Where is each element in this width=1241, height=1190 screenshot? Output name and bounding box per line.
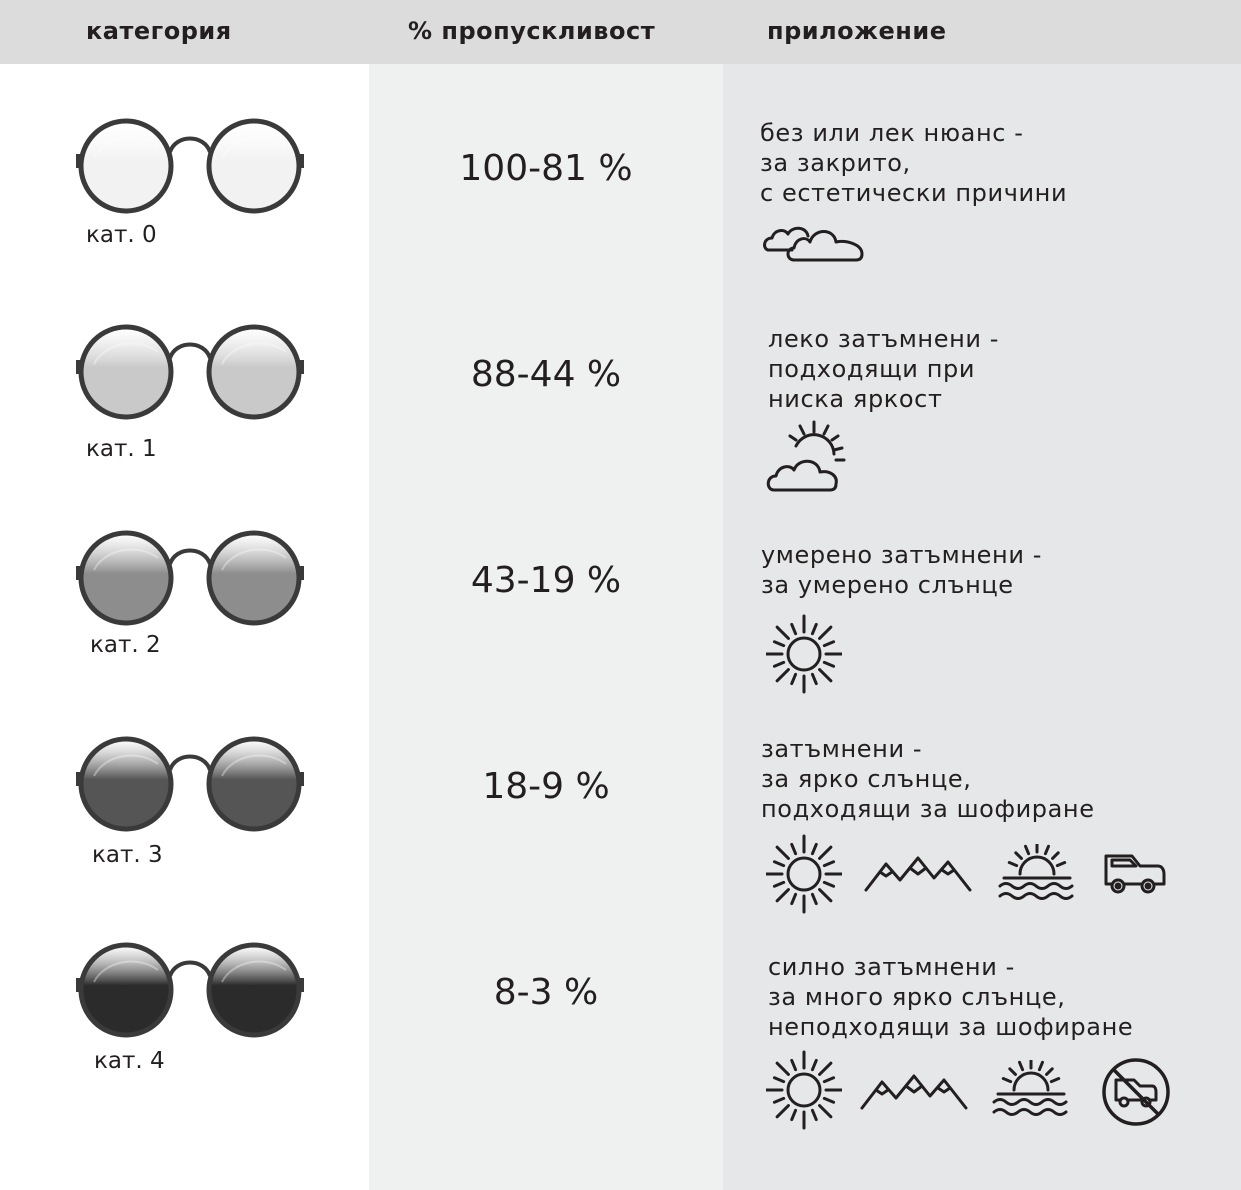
application-text	[761, 540, 1042, 600]
sun-behind-cloud-icon	[764, 420, 846, 494]
sun-icon	[766, 832, 842, 916]
application-text	[761, 734, 1095, 824]
no-driving-icon	[1100, 1056, 1172, 1128]
category-label: кат. 4	[94, 1048, 165, 1074]
transmission-value: 18-9 %	[482, 766, 610, 807]
category-label: кат. 1	[86, 436, 157, 462]
table-row	[0, 322, 1241, 528]
application-line: подходящи за шофиране	[761, 795, 1095, 823]
application-line: с естетически причини	[760, 179, 1068, 207]
transmission-value: 88-44 %	[470, 354, 622, 395]
application-line: без или лек нюанс -	[760, 119, 1024, 147]
sunglasses-icon	[76, 734, 304, 834]
sunglasses-icon	[76, 940, 304, 1040]
category-label: кат. 3	[92, 842, 163, 868]
application-text	[760, 118, 1067, 208]
transmission-value: 8-3 %	[493, 972, 599, 1013]
table-row	[0, 940, 1241, 1146]
transmission-value: 100-81 %	[459, 148, 633, 189]
mountains-icon	[860, 1072, 968, 1112]
clouds-icon	[762, 214, 866, 264]
table-header	[0, 0, 1241, 64]
application-line: леко затъмнени -	[768, 325, 1000, 353]
table-row	[0, 116, 1241, 322]
mountains-icon	[864, 854, 972, 894]
application-line: за ярко слънце,	[761, 765, 972, 793]
transmission-value: 43-19 %	[470, 560, 622, 601]
sunset-over-water-icon	[992, 1060, 1070, 1120]
application-text	[768, 952, 1133, 1042]
application-line: за умерено слънце	[761, 571, 1014, 599]
car-icon	[1102, 850, 1166, 898]
category-label: кат. 2	[90, 632, 161, 658]
sunset-over-water-icon	[998, 844, 1076, 904]
sunglasses-icon	[76, 322, 304, 422]
category-label: кат. 0	[86, 222, 157, 248]
sunglasses-icon	[76, 116, 304, 216]
sunglasses-icon	[76, 528, 304, 628]
sun-icon	[766, 1048, 842, 1132]
application-line: за закрито,	[760, 149, 911, 177]
application-line: умерено затъмнени -	[761, 541, 1043, 569]
application-line: за много ярко слънце,	[768, 983, 1066, 1011]
table-row	[0, 528, 1241, 734]
application-line: ниска яркост	[768, 385, 943, 413]
application-line: силно затъмнени -	[768, 953, 1015, 981]
application-line: затъмнени -	[761, 735, 923, 763]
header-application: приложение	[767, 17, 947, 45]
application-line: подходящи при	[768, 355, 976, 383]
table-row	[0, 734, 1241, 940]
header-category: категория	[86, 17, 232, 45]
application-line: неподходящи за шофиране	[768, 1013, 1134, 1041]
sun-icon	[766, 612, 842, 696]
header-transmission: % пропускливост	[408, 17, 656, 45]
application-text	[768, 324, 999, 414]
